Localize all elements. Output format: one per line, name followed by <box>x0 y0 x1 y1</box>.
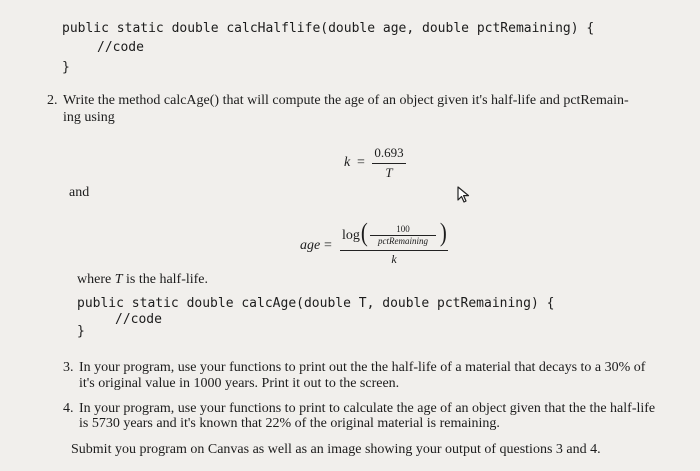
q4-line2: is 5730 years and it's known that 22% of the original material is remaining. <box>79 416 500 431</box>
age-formula-inner-denominator: pctRemaining <box>378 236 428 246</box>
code-comment: //code <box>97 40 144 55</box>
where-line <box>77 272 208 288</box>
k-formula-lhs: k <box>344 155 351 170</box>
age-formula-fraction-bar <box>340 250 448 251</box>
q2-line2: ing using <box>63 110 115 125</box>
age-formula-lhs: age <box>300 238 321 253</box>
q4-number: 4. <box>63 401 74 416</box>
q3-line2: it's original value in 1000 years. Print it out to the screen. <box>79 376 400 391</box>
code-signature-calchalflife: public static double calcHalflife(double age, double pctRemaining) { <box>62 21 595 36</box>
where-var: T <box>114 272 123 287</box>
and-text: and <box>69 185 90 200</box>
age-formula-inner-numerator: 100 <box>396 224 410 234</box>
where-pre: where <box>77 272 112 287</box>
q2-number: 2. <box>47 93 58 108</box>
age-formula-equals: = <box>324 238 332 253</box>
right-paren-icon: ) <box>439 218 447 247</box>
k-formula-denominator: T <box>385 165 393 180</box>
code-close-brace-2: } <box>77 324 85 339</box>
k-formula-equals: = <box>357 155 365 170</box>
submit-instructions: Submit you program on Canvas as well as an image showing your output of questions 3 and 4. <box>71 442 601 457</box>
q4-line1: In your program, use your functions to print to calculate the age of an object given that the the half-life <box>79 401 656 416</box>
q2-line1: Write the method calcAge() that will compute the age of an object given it's half-life and pctRemain- <box>63 93 629 108</box>
code-signature-calcage: public static double calcAge(double T, double pctRemaining) { <box>77 296 555 311</box>
q3-number: 3. <box>63 360 74 375</box>
left-paren-icon: ( <box>360 218 368 247</box>
q3-line1: In your program, use your functions to print out the the half-life of a material that decays to a 30% of <box>79 360 646 375</box>
code-comment-2: //code <box>115 312 162 327</box>
mouse-cursor-icon <box>457 186 471 208</box>
age-formula-log: log <box>342 228 360 243</box>
k-formula-numerator: 0.693 <box>374 145 404 160</box>
code-close-brace: } <box>62 60 70 75</box>
k-formula-fraction-bar <box>372 163 406 164</box>
age-formula-denominator: k <box>391 252 397 266</box>
where-post: is the half-life. <box>126 272 209 287</box>
